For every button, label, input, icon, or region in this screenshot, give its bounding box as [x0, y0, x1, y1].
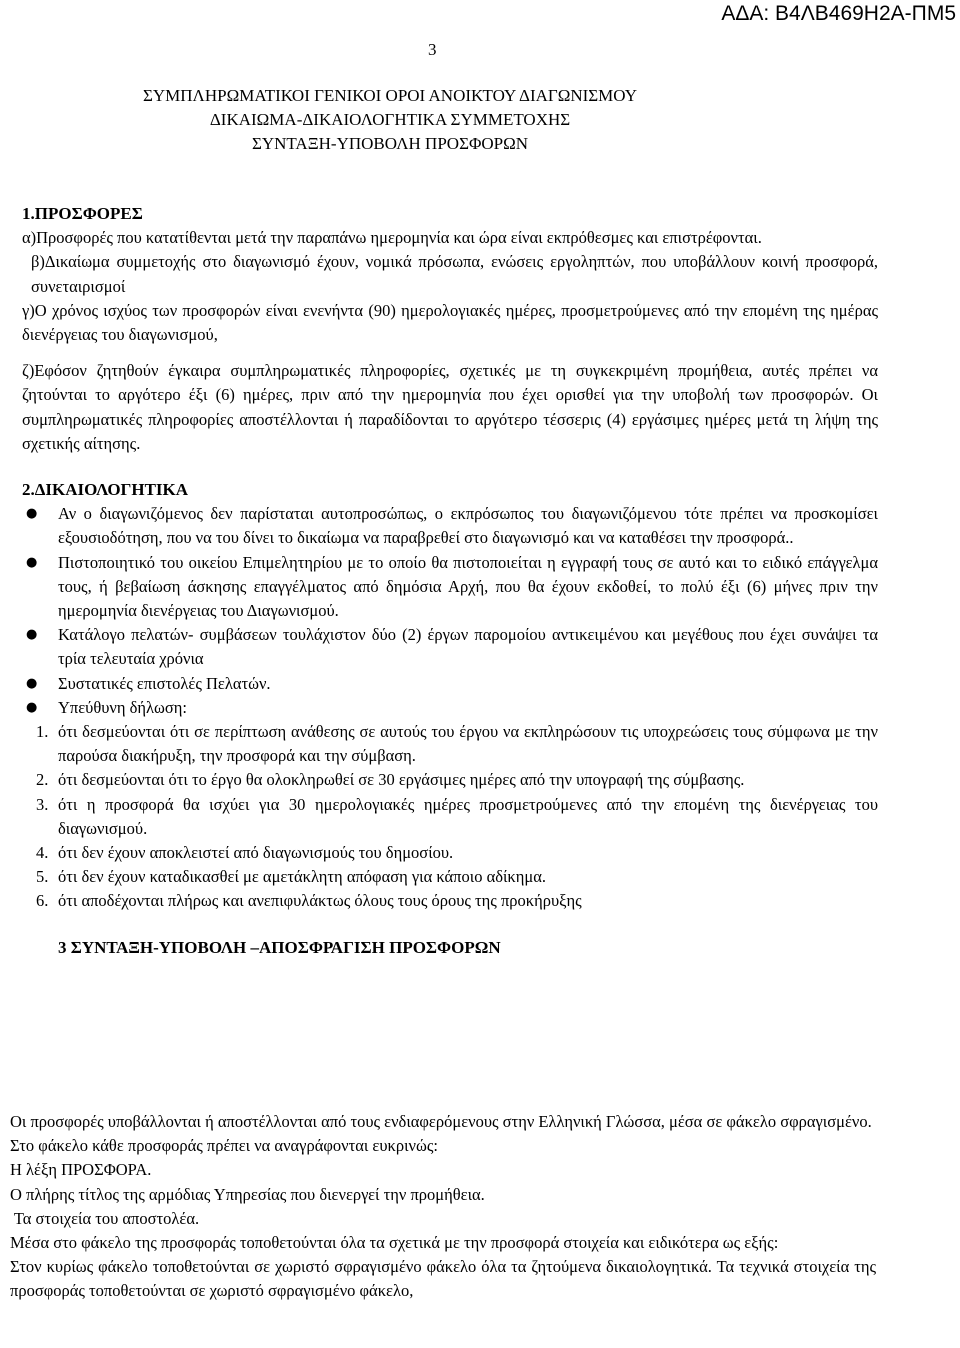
section-3-heading: 3 ΣΥΝΤΑΞΗ-ΥΠΟΒΟΛΗ –ΑΠΟΣΦΡΑΓΙΣΗ ΠΡΟΣΦΟΡΩΝ — [58, 937, 501, 957]
declaration-text: ότι δεν έχουν αποκλειστεί από διαγωνισμούς του δημοσίου. — [58, 843, 454, 863]
title-line-3: ΣΥΝΤΑΞΗ-ΥΠΟΒΟΛΗ ΠΡΟΣΦΟΡΩΝ — [251, 134, 529, 153]
declaration-number: 4. — [36, 843, 49, 863]
paragraph: Η λέξη ΠΡΟΣΦΟΡΑ. — [10, 1160, 152, 1180]
bullet-icon: ● — [26, 699, 38, 715]
list-item — [22, 551, 878, 624]
declaration-text: ότι δεν έχουν καταδικασθεί με αμετάκλητη απόφαση για κάποιο αδίκημα. — [58, 867, 546, 887]
list-item — [22, 672, 878, 696]
list-item-text: Πιστοποιητικό του οικείου Επιμελητηρίου με το οποίο θα πιστοποιείται η εγγραφή τους σε αυτό και το ειδικό επάγγελμα τους, ή βεβαίωση άσκησης επαγγέλματος από δημόσια Αρχή, που θα έχουν εκδοθεί, το πολύ έξι (6) μήνες πριν την ημερομηνία διενέργειας του Διαγωνισμού. — [58, 552, 878, 621]
clause-b: β)Δικαίωμα συμμετοχής στο διαγωνισμό έχουν, νομικά πρόσωπα, ενώσεις εργοληπτών, που υποβάλλουν κοινή προσφορά, συνεταιρισμοί — [31, 252, 878, 296]
list-item — [22, 696, 878, 720]
document-body — [22, 202, 878, 960]
declaration-number: 1. — [36, 722, 49, 742]
title-line-1: ΣΥΜΠΛΗΡΩΜΑΤΙΚΟΙ ΓΕΝΙΚΟΙ ΟΡΟΙ ΑΝΟΙΚΤΟΥ ΔΙΑΓΩΝΙΣΜΟΥ — [142, 86, 638, 105]
list-item-text: Συστατικές επιστολές Πελατών. — [58, 673, 271, 693]
page-number: 3 — [428, 40, 437, 59]
declaration-number: 5. — [36, 867, 49, 887]
declaration-item — [22, 841, 878, 865]
paragraph: Στο φάκελο κάθε προσφοράς πρέπει να αναγράφονται ευκρινώς: — [10, 1136, 438, 1156]
bullet-icon: ● — [26, 675, 38, 691]
declarations-list — [22, 720, 878, 914]
clause-a: α)Προσφορές που κατατίθενται μετά την παραπάνω ημερομηνία και ώρα είναι εκπρόθεσμες και επιστρέφονται. — [22, 228, 762, 248]
bullet-icon: ● — [26, 554, 38, 570]
declaration-text: ότι αποδέχονται πλήρως και ανεπιφυλάκτως όλους τους όρους της προκήρυξης — [58, 891, 582, 911]
declaration-item — [22, 889, 878, 913]
title-line-2: ΔΙΚΑΙΩΜΑ-ΔΙΚΑΙΟΛΟΓΗΤΙΚΑ ΣΥΜΜΕΤΟΧΗΣ — [209, 110, 571, 129]
declaration-number: 6. — [36, 891, 49, 911]
declaration-item — [22, 768, 878, 792]
list-item-text: Υπεύθυνη δήλωση: — [58, 697, 188, 717]
document-id: ΑΔΑ: Β4ΛΒ469Η2Α-ΠΜ5 — [721, 2, 956, 25]
paragraph: Στον κυρίως φάκελο τοποθετούνται σε χωριστό σφραγισμένο φάκελο όλα τα ζητούμενα δικαιολογητικά. Τα τεχνικά στοιχεία της προσφοράς τοποθετούνται σε χωριστό σφραγισμένο φάκελο, — [10, 1257, 876, 1301]
section-2-heading: 2.ΔΙΚΑΙΟΛΟΓΗΤΙΚΑ — [22, 480, 189, 500]
declaration-item — [22, 865, 878, 889]
declaration-text: ότι δεσμεύονται ότι το έργο θα ολοκληρωθεί σε 30 εργάσιμες ημέρες από την υπογραφή της σύμβασης. — [58, 770, 745, 790]
paragraph: Ο πλήρης τίτλος της αρμόδιας Υπηρεσίας που διενεργεί την προμήθεια. — [10, 1184, 485, 1204]
list-item-text: Αν ο διαγωνιζόμενος δεν παρίσταται αυτοπροσώπως, ο εκπρόσωπος του διαγωνιζόμενου τότε πρέπει να προσκομίσει εξουσιοδότηση, που να του δίνει το δικαίωμα να παραβρεθεί στο διαγωνισμό και να καταθέσει την προσφορά.. — [58, 504, 878, 548]
section-1-heading: 1.ΠΡΟΣΦΟΡΕΣ — [22, 204, 143, 223]
list-item — [22, 623, 878, 671]
declaration-number: 2. — [36, 770, 49, 790]
clause-c: γ)Ο χρόνος ισχύος των προσφορών είναι ενενήντα (90) ημερολογιακές ημέρες, προσμετρούμενες από την επομένη της ημέρας διενέργειας του διαγωνισμού, — [22, 300, 878, 345]
declaration-item — [22, 793, 878, 841]
bullet-icon: ● — [26, 506, 38, 522]
list-item-text: Κατάλογο πελατών- συμβάσεων τουλάχιστον δύο (2) έργων παρομοίου αντικειμένου και μεγέθους που έχει συνάψει τα τρία τελευταία χρόνια — [58, 625, 878, 669]
bullet-icon: ● — [26, 627, 38, 643]
section-3-body — [10, 1110, 876, 1304]
list-item — [22, 502, 878, 550]
declaration-number: 3. — [36, 794, 49, 814]
paragraph: Οι προσφορές υποβάλλονται ή αποστέλλονται από τους ενδιαφερόμενους στην Ελληνική Γλώσσα, μέσα σε φάκελο σφραγισμένο. — [10, 1112, 872, 1131]
paragraph: Μέσα στο φάκελο της προσφοράς τοποθετούνται όλα τα σχετικά με την προσφορά στοιχεία και ειδικότερα ως εξής: — [10, 1233, 779, 1253]
declaration-text: ότι η προσφορά θα ισχύει για 30 ημερολογιακές ημέρες προσμετρούμενες από την επομένη της διενέργειας του διαγωνισμού. — [58, 794, 878, 838]
declaration-text: ότι δεσμεύονται ότι σε περίπτωση ανάθεσης σε αυτούς του έργου να εκπληρώσουν τις υποχρεώσεις τους σύμφωνα με την παρούσα διακήρυξη, την προσφορά και την σύμβαση. — [58, 722, 878, 766]
requirements-list — [22, 502, 878, 720]
paragraph: Τα στοιχεία του αποστολέα. — [10, 1208, 200, 1228]
document-title — [100, 84, 680, 156]
clause-z: ζ)Εφόσον ζητηθούν έγκαιρα συμπληρωματικές πληροφορίες, σχετικές με τη συγκεκριμένη προμήθεια, αυτές πρέπει να ζητούνται το αργότερο έξι (6) ημέρες, πριν από την ημερομηνία που έχει ορισθεί για την υποβολή των προσφορών. Οι συμπληρωματικές πληροφορίες αποστέλλονται ή παραδίδονται το αργότερο τέσσερις (4) εργάσιμες ημέρες μετά τη λήψη της σχετικής αίτησης. — [22, 361, 878, 453]
declaration-item — [22, 720, 878, 768]
